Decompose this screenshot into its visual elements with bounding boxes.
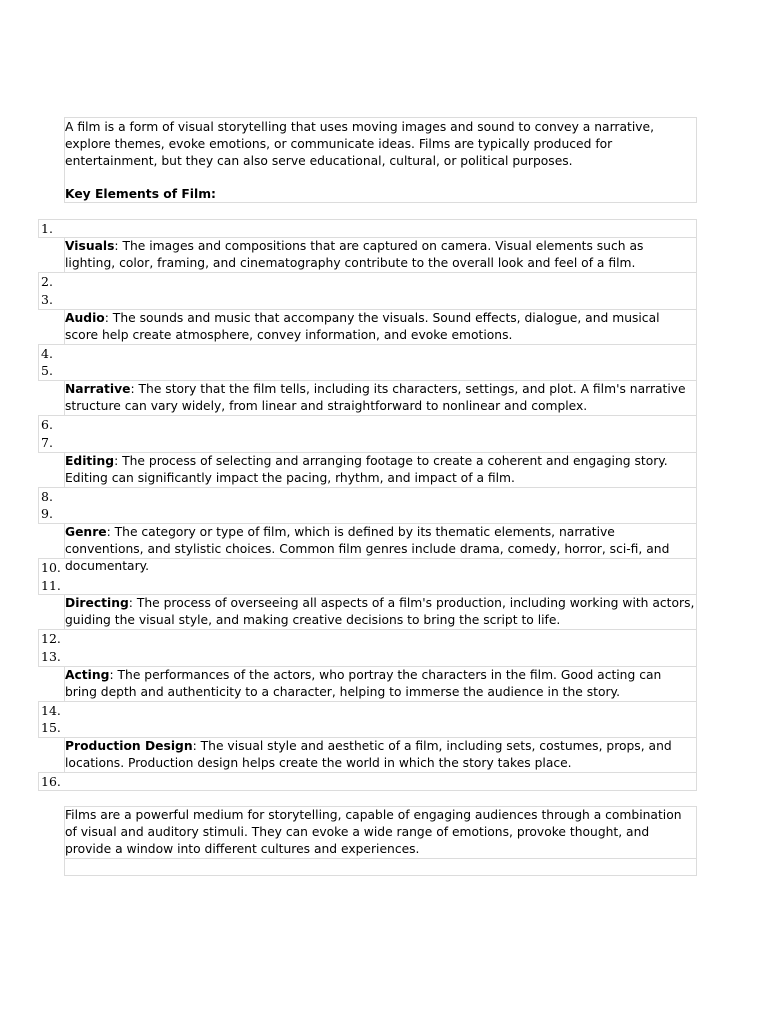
list-number: 9.: [41, 506, 53, 521]
element-editing: [65, 453, 695, 487]
element-description: : The images and compositions that are captured on camera. Visual elements such as lighting, color, framing, and cinematography contribute to the overall look and feel of a film.: [65, 239, 644, 270]
list-number: 2.: [41, 274, 53, 289]
number-row-box: [38, 629, 697, 667]
list-number: 13.: [41, 649, 61, 664]
conclusion-paragraph: Films are a powerful medium for storytelling, capable of engaging audiences through a combination of visual and auditory stimuli. They can evoke a wide range of emotions, provoke thought, and provide a window into different cultures and experiences.: [65, 808, 682, 856]
element-genre: [65, 524, 695, 575]
element-production-design: [65, 738, 695, 772]
element-description: : The process of overseeing all aspects of a film's production, including working with actors, guiding the visual style, and making creative decisions to bring the script to life.: [65, 596, 695, 627]
number-row-box: [38, 272, 697, 310]
element-term: Editing: [65, 454, 115, 468]
list-number: 15.: [41, 720, 61, 735]
element-description: : The story that the film tells, including its characters, settings, and plot. A film's narrative structure can vary widely, from linear and straightforward to nonlinear and complex.: [65, 382, 686, 413]
element-term: Narrative: [65, 382, 131, 396]
list-number: 5.: [41, 363, 53, 378]
element-description: : The performances of the actors, who portray the characters in the film. Good acting can bring depth and authenticity to a character, helping to immerse the audience in the story.: [65, 668, 662, 699]
element-description: : The process of selecting and arranging footage to create a coherent and engaging story. Editing can significantly impact the pacing, rhythm, and impact of a film.: [65, 454, 668, 485]
element-directing: [65, 595, 695, 629]
list-number: 6.: [41, 417, 53, 432]
element-term: Visuals: [65, 239, 115, 253]
element-term: Genre: [65, 525, 107, 539]
number-row-box: [38, 701, 697, 738]
list-number: 3.: [41, 292, 53, 307]
element-acting: [65, 667, 695, 701]
key-elements-heading-text: Key Elements of Film:: [65, 187, 216, 201]
element-description: : The visual style and aesthetic of a film, including sets, costumes, props, and locations. Production design helps create the world in which the story takes place.: [65, 739, 672, 770]
element-narrative: [65, 381, 695, 415]
element-description: : The sounds and music that accompany the visuals. Sound effects, dialogue, and musical score help create atmosphere, convey information, and evoke emotions.: [65, 311, 660, 342]
element-audio: [65, 310, 695, 344]
list-number: 1.: [41, 221, 53, 236]
element-term: Acting: [65, 668, 110, 682]
number-row-box: [38, 344, 697, 381]
list-number: 10.: [41, 560, 61, 575]
element-visuals: [65, 238, 695, 272]
list-number: 8.: [41, 489, 53, 504]
list-number: 12.: [41, 631, 61, 646]
number-row-box: [38, 487, 697, 524]
list-number: 11.: [41, 578, 61, 593]
number-row-box: [38, 772, 697, 791]
list-number: 16.: [41, 774, 61, 789]
intro-paragraph: A film is a form of visual storytelling that uses moving images and sound to convey a narrative, explore themes, evoke emotions, or communicate ideas. Films are typically produced for entertainment, but they can also serve educational, cultural, or political purposes.: [65, 120, 654, 168]
element-term: Audio: [65, 311, 105, 325]
conclusion-empty-box: [64, 858, 697, 876]
list-number: 14.: [41, 703, 61, 718]
element-description: : The category or type of film, which is defined by its thematic elements, narrative conventions, and stylistic choices. Common film genres include drama, comedy, horror, sci-fi, and documentary.: [65, 525, 670, 573]
key-elements-heading: [65, 186, 695, 203]
element-term: Directing: [65, 596, 129, 610]
list-number: 4.: [41, 346, 53, 361]
element-term: Production Design: [65, 739, 193, 753]
number-row-box: [38, 219, 697, 238]
number-row-box: [38, 415, 697, 453]
list-number: 7.: [41, 435, 53, 450]
